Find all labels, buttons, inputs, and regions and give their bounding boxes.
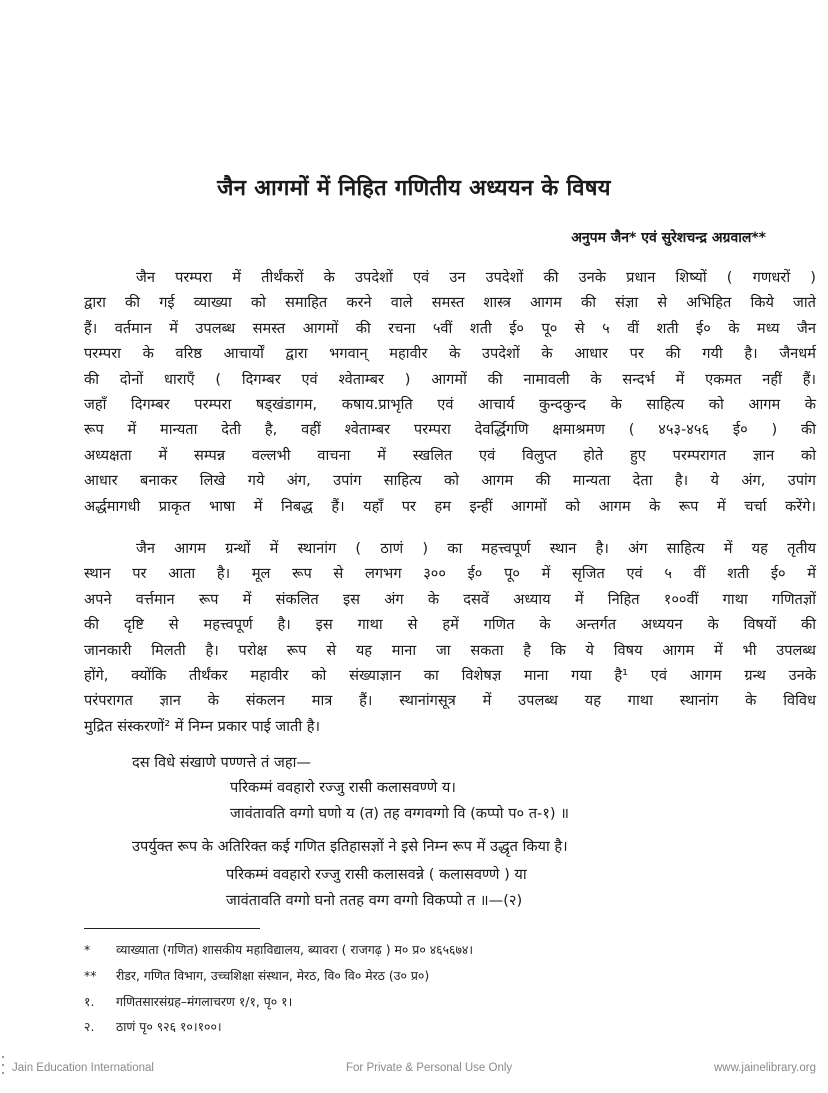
text-line: जैन आगम ग्रन्थों में स्थानांग ( ठाणं ) का महत्त्वपूर्ण स्थान है। अंग साहित्य में यह तृतीय: [136, 540, 816, 557]
footnote-mark: **: [84, 968, 97, 983]
footnote-text: ठाणं पृ० ९२६ १०।१००।: [116, 1019, 222, 1034]
after-verse-text: उपर्युक्त रूप के अतिरिक्त कई गणित इतिहासज्ञों ने इसे निम्न रूप में उद्धृत किया है।: [132, 838, 568, 855]
footnote-text: रीडर, गणित विभाग, उच्चशिक्षा संस्थान, मेरठ, वि० वि० मेरठ (उ० प्र०): [116, 968, 430, 983]
footnote: [84, 1018, 222, 1035]
footer-website-link[interactable]: www.jainelibrary.org: [713, 1062, 816, 1074]
text-line: जानकारी मिलती है। परोक्ष रूप से यह माना जा सकता है कि ये विषय आगम में भी उपलब्ध: [84, 641, 816, 659]
footnote-mark: १.: [84, 994, 95, 1009]
footer-usage-note: For Private & Personal Use Only: [346, 1062, 513, 1074]
verse-intro: दस विधे संखाणे पण्णत्ते तं जहा—: [132, 754, 311, 771]
footnote: [84, 967, 429, 984]
text-line: जैन परम्परा में तीर्थंकरों के उपदेशों एवं उन उपदेशों की उनके प्रधान शिष्यों ( गणधरों ): [136, 269, 816, 286]
footnote: [84, 993, 292, 1010]
footnote-mark: २.: [84, 1019, 95, 1034]
scan-edge-marks: [2, 1056, 5, 1086]
text-line: आधार बनाकर लिखे गये अंग, उपांग साहित्य को आगम की मान्यता देता है। ये अंग, उपांग: [84, 472, 816, 490]
text-line: की दोनों धाराएँ ( दिगम्बर एवं श्वेताम्बर ) आगमों की नामावली के सन्दर्भ में एकमत नहीं हैं।: [84, 370, 816, 388]
text-line: होंगे, क्योंकि तीर्थंकर महावीर को संख्याज्ञान का विशेषज्ञ माना गया है¹ एवं आगम ग्रन्थ उनके: [84, 667, 816, 685]
text-line: अर्द्धमागधी प्राकृत भाषा में निबद्ध हैं। यहाँ पर हम इन्हीं आगमों को आगम के रूप में चर्चा करेंगे।: [84, 497, 816, 515]
text-line: परम्परा के वरिष्ठ आचार्यों द्वारा भगवान् महावीर के उपदेशों के आधार पर की गयी है। जैनधर्म: [84, 345, 816, 363]
verse-line: परिकम्मं ववहारो रज्जु रासी कलासवण्णे य।: [230, 779, 456, 796]
paragraph-2: [84, 536, 816, 739]
text-line: हैं। वर्तमान में उपलब्ध समस्त आगमों की रचना ५वीं शती ई० पू० से ५ वीं शती ई० के मध्य जैन: [84, 319, 816, 337]
article-title: जैन आगमों में निहित गणितीय अध्ययन के विषय: [217, 176, 611, 201]
verse-line: परिकम्मं ववहारो रज्जु रासी कलासवन्ने ( कलासवण्णे ) या: [226, 866, 527, 883]
text-line: रूप में मान्यता देती है, वहीं श्वेताम्बर परम्परा देवर्द्धिगणि क्षमाश्रमण ( ४५३-४५६ ई० ) की: [84, 421, 816, 439]
footnote-text: व्याख्याता (गणित) शासकीय महाविद्यालय, ब्यावरा ( राजगढ़ ) म० प्र० ४६५६७४।: [116, 942, 474, 957]
verse-line: जावंतावति वग्गो घणो य (त) तह वग्गवग्गो वि (कप्पो प० त-१) ॥: [230, 805, 569, 822]
text-line: मुद्रित संस्करणों² में निम्न प्रकार पाई जाती है।: [84, 717, 321, 735]
text-line: परंपरागत ज्ञान के संकलन मात्र हैं। स्थानांगसूत्र में उपलब्ध यह गाथा स्थानांग के विविध: [84, 692, 816, 710]
footnote-divider: [84, 928, 260, 929]
article-authors: अनुपम जैन* एवं सुरेशचन्द्र अग्रवाल**: [571, 230, 766, 246]
paragraph-1: [84, 265, 816, 519]
text-line: जहाँ दिगम्बर परम्परा षड्खंडागम, कषाय.प्राभृति एवं आचार्य कुन्दकुन्द के साहित्य को आगम के: [84, 396, 816, 414]
footnote-text: गणितसारसंग्रह–मंगलाचरण १/१, पृ० १।: [116, 994, 293, 1009]
footer-publisher: Jain Education International: [12, 1062, 154, 1074]
text-line: की दृष्टि से महत्त्वपूर्ण है। इस गाथा से हमें गणित के अन्तर्गत अध्ययन के विषयों की: [84, 616, 816, 634]
footnote: [84, 941, 473, 958]
text-line: अध्यक्षता में सम्पन्न वल्लभी वाचना में स्खलित एवं विलुप्त होते हुए परम्परागत ज्ञान को: [84, 446, 816, 464]
text-line: अपने वर्त्तमान रूप में संकलित इस अंग के दसवें अध्याय में निहित १००वीं गाथा गणितज्ञों: [84, 590, 816, 608]
text-line: स्थान पर आता है। मूल रूप से लगभग ३०० ई० पू० में सृजित एवं ५ वीं शती ई० में: [84, 565, 816, 583]
verse-line: जावंतावति वग्गो घनो ततह वग्ग वग्गो विकप्पो त ॥—(२): [226, 892, 523, 909]
text-line: द्वारा की गई व्याख्या को समाहित करने वाले समस्त शास्त्र आगम की संज्ञा से अभिहित किये जाते: [84, 294, 816, 312]
footnote-mark: *: [84, 942, 91, 957]
